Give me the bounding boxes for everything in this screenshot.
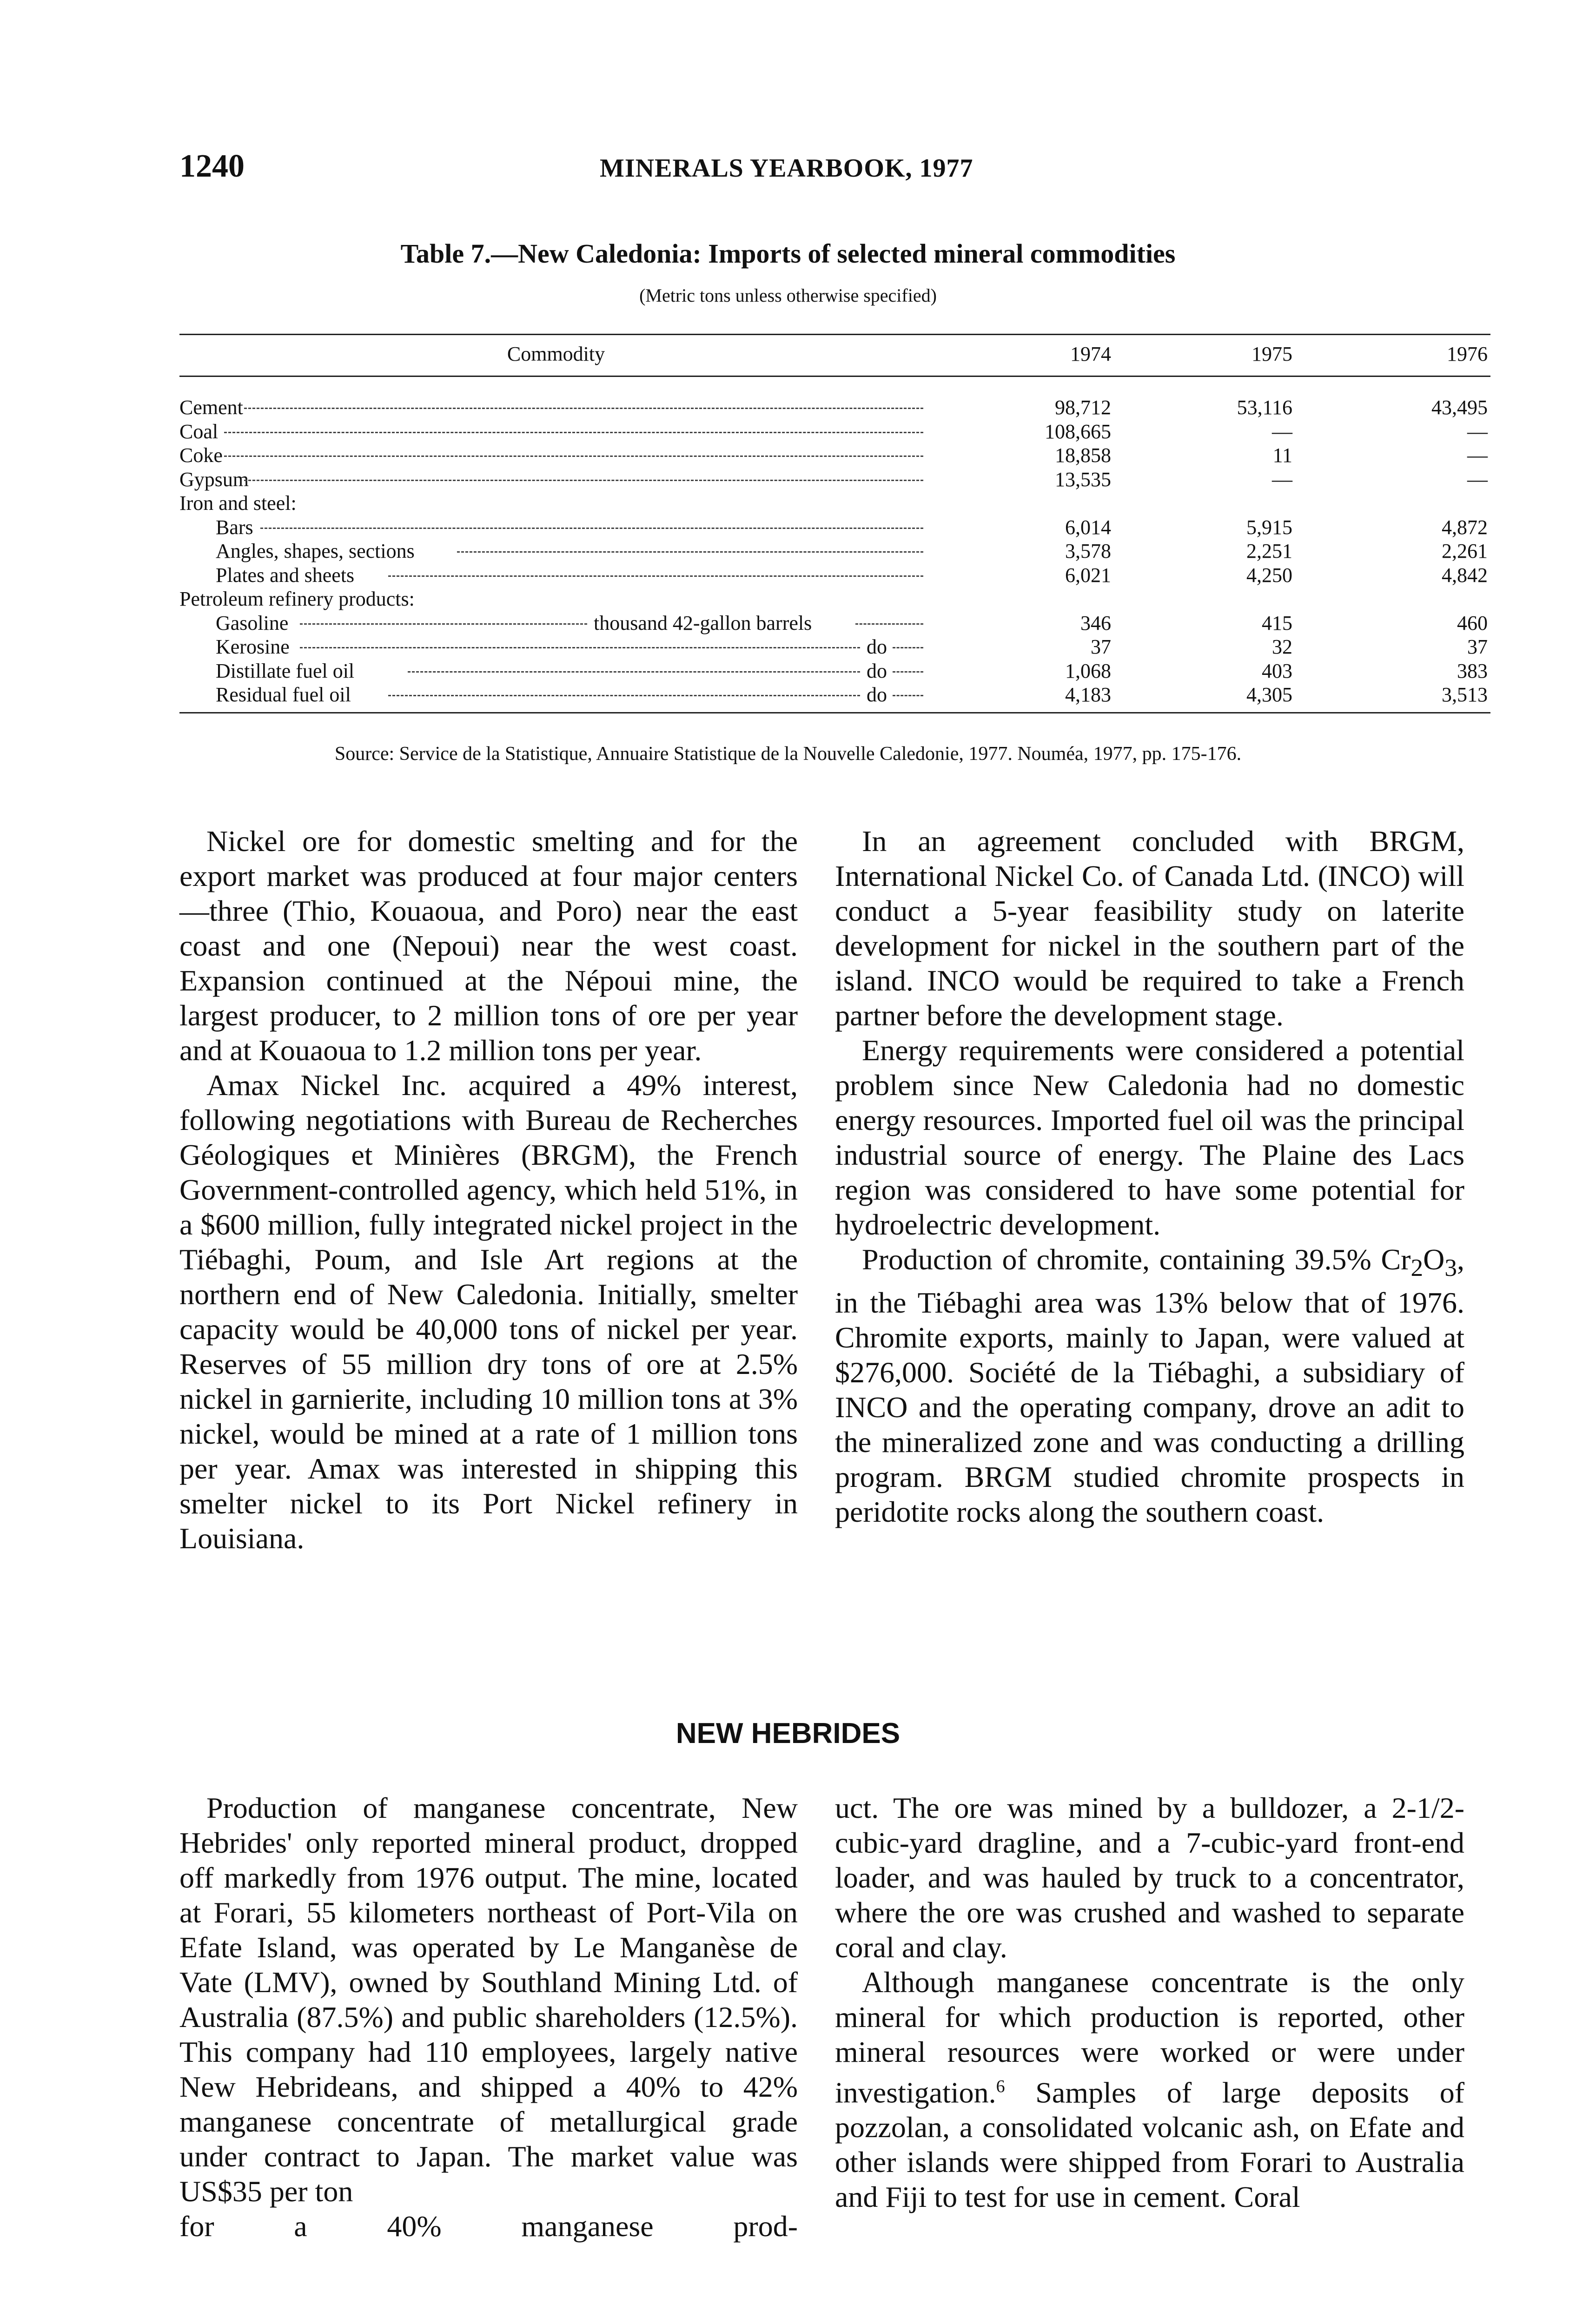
cell-1975: 32 bbox=[1272, 635, 1292, 658]
cell-1975: 4,250 bbox=[1246, 563, 1292, 587]
running-head: MINERALS YEARBOOK, 1977 bbox=[600, 154, 973, 183]
cell-1976: 460 bbox=[1457, 611, 1488, 634]
cell-1976: 3,513 bbox=[1442, 683, 1488, 706]
cell-1976: 43,495 bbox=[1431, 396, 1488, 419]
table-row bbox=[179, 564, 1490, 587]
cell-1974: 6,021 bbox=[1065, 563, 1111, 587]
cell-1975: 5,915 bbox=[1246, 515, 1292, 539]
row-label: Angles, shapes, sections bbox=[216, 540, 415, 562]
cell-1975: 53,116 bbox=[1237, 396, 1292, 419]
manganese-paragraph-last-line: for a 40% manganese prod- bbox=[179, 2210, 798, 2243]
leader-dashes bbox=[893, 695, 923, 696]
leader-dashes bbox=[244, 408, 923, 409]
footnote-reference: 6 bbox=[996, 2077, 1005, 2096]
table-bottom-rule bbox=[179, 712, 1490, 713]
leader-dashes bbox=[893, 647, 923, 648]
cell-1974: 98,712 bbox=[1055, 396, 1111, 419]
chromite-text-b: O bbox=[1423, 1243, 1445, 1276]
col-header-1974: 1974 bbox=[1070, 343, 1111, 365]
new-caledonia-left-column bbox=[179, 824, 798, 1556]
other-resources-paragraph bbox=[835, 1965, 1464, 2214]
cell-1975: — bbox=[1272, 420, 1292, 443]
nickel-ore-paragraph: Nickel ore for domestic smelting and for the export market was produced at four major centers—three (Thio, Kouaoua, and Poro) near the east coast and one (Nepoui) near the west coast. Expansion continued at the Népoui mine, the largest producer, to 2 million tons of ore per year and at Kouaoua to 1.2 million tons per year. bbox=[179, 825, 798, 1067]
col-header-commodity: Commodity bbox=[507, 343, 605, 365]
table-row bbox=[179, 468, 1490, 491]
chromite-text-a: Production of chromite, containing 39.5% Cr bbox=[862, 1243, 1411, 1276]
cell-1976: 4,872 bbox=[1442, 515, 1488, 539]
table-header-rule bbox=[179, 376, 1490, 377]
leader-dashes bbox=[224, 456, 923, 457]
table-row bbox=[179, 492, 1490, 515]
manganese-paragraph: Production of manganese concentrate, New Hebrides' only reported mineral product, dropped off markedly from 1976 output. The mine, located at Forari, 55 kilometers northeast of Port-Vila on Efate Island, was operated by Le Manganèse de Vate (LMV), owned by Southland Mining Ltd. of Australia (87.5%) and public shareholders (12.5%). This company had 110 employees, largely native New Hebrideans, and shipped a 40% to 42% manganese concentrate of metallurgical grade under contract to Japan. The market value was US$35 per ton bbox=[179, 1791, 798, 2208]
cell-1974: 13,535 bbox=[1055, 468, 1111, 491]
cell-1976: 383 bbox=[1457, 659, 1488, 682]
leader-dashes bbox=[224, 432, 923, 433]
cell-1974: 108,665 bbox=[1045, 420, 1111, 443]
table-row bbox=[179, 588, 1490, 611]
row-label: Petroleum refinery products: bbox=[179, 588, 415, 610]
cell-1975: 2,251 bbox=[1246, 540, 1292, 562]
cell-1975: 403 bbox=[1262, 659, 1292, 682]
leader-dashes bbox=[457, 551, 923, 553]
cell-1974: 37 bbox=[1091, 635, 1111, 658]
leader-dashes bbox=[300, 647, 860, 648]
cell-1975: 4,305 bbox=[1246, 683, 1292, 706]
section-heading-new-hebrides: NEW HEBRIDES bbox=[675, 1717, 901, 1750]
row-label: Bars bbox=[216, 515, 253, 539]
other-resources-text-a: Although manganese concentrate is the only mineral for which production is reported, other mineral resources were worked or were under investigation. bbox=[835, 1966, 1464, 2109]
other-resources-text-b: Samples of large deposits of pozzolan, a consolidated volcanic ash, on Efate and other islands were shipped from Forari to Australia and Fiji to test for use in cement. Coral bbox=[835, 2076, 1464, 2214]
leader-dashes bbox=[388, 695, 860, 696]
leader-dashes bbox=[388, 575, 923, 577]
leader-dashes bbox=[300, 623, 587, 625]
leader-dashes bbox=[893, 671, 923, 673]
leader-dashes bbox=[408, 671, 860, 673]
cell-1974: 3,578 bbox=[1065, 540, 1111, 562]
chromite-text-c: , in the Tiébaghi area was 13% below that of 1976. Chromite exports, mainly to Japan, were valued at $276,000. Société de la Tiébaghi, a subsidiary of INCO and the operating company, drove an adit to the mineralized zone and was conducting a drilling program. BRGM studied chromite prospects in peridotite rocks along the southern coast. bbox=[835, 1243, 1464, 1528]
row-unit: do bbox=[867, 635, 887, 658]
table-subtitle: (Metric tons unless otherwise specified) bbox=[639, 285, 937, 306]
row-label: Gypsum bbox=[179, 468, 249, 491]
cell-1975: 415 bbox=[1262, 611, 1292, 634]
new-hebrides-right-column bbox=[835, 1790, 1464, 2214]
chromite-sub-2: 2 bbox=[1410, 1253, 1424, 1281]
table-row bbox=[179, 396, 1490, 419]
row-label: Coal bbox=[179, 420, 219, 443]
cell-1976: — bbox=[1467, 444, 1488, 467]
page-number: 1240 bbox=[179, 148, 245, 184]
row-label: Plates and sheets bbox=[216, 563, 355, 587]
row-label: Coke bbox=[179, 444, 223, 467]
leader-dashes bbox=[260, 528, 923, 529]
row-label: Residual fuel oil bbox=[216, 683, 351, 706]
new-caledonia-right-column bbox=[835, 824, 1464, 1529]
row-label: Gasoline bbox=[216, 611, 289, 634]
row-unit: do bbox=[867, 659, 887, 682]
amax-paragraph: Amax Nickel Inc. acquired a 49% interest, following negotiations with Bureau de Recherches Géologiques et Minières (BRGM), the French Government-controlled agency, which held 51%, in a $600 million, fully integrated nickel project in the Tiébaghi, Poum, and Isle Art regions at the northern end of New Caledonia. Initially, smelter capacity would be 40,000 tons of nickel per year. Reserves of 55 million dry tons of ore at 2.5% nickel in garnierite, including 10 million tons at 3% nickel, would be mined at a rate of 1 million tons per year. Amax was interested in shipping this smelter nickel to its Port Nickel refinery in Louisiana. bbox=[179, 1069, 798, 1555]
cell-1976: 37 bbox=[1467, 635, 1488, 658]
energy-paragraph: Energy requirements were considered a potential problem since New Caledonia had no domestic energy resources. Imported fuel oil was the principal industrial source of energy. The Plaine des Lacs region was considered to have some potential for hydroelectric development. bbox=[835, 1034, 1464, 1241]
row-label: Iron and steel: bbox=[179, 492, 297, 515]
row-label: Kerosine bbox=[216, 635, 290, 658]
col-header-1975: 1975 bbox=[1252, 343, 1292, 365]
cell-1976: 4,842 bbox=[1442, 563, 1488, 587]
row-unit: thousand 42-gallon barrels bbox=[594, 611, 812, 634]
row-unit: do bbox=[867, 683, 887, 706]
chromite-sub-3: 3 bbox=[1444, 1253, 1457, 1281]
leader-dashes bbox=[855, 623, 923, 625]
table-row bbox=[179, 420, 1490, 443]
mining-equipment-text: uct. The ore was mined by a bulldozer, a 2-1/2-cubic-yard dragline, and a 7-cubic-yard front-end loader, and was hauled by truck to a concentrator, where the ore was crushed and washed to separate coral and clay. bbox=[835, 1791, 1464, 1964]
table-row bbox=[179, 660, 1490, 683]
table-row bbox=[179, 683, 1490, 706]
table-row bbox=[179, 612, 1490, 635]
cell-1974: 346 bbox=[1080, 611, 1111, 634]
cell-1976: — bbox=[1467, 468, 1488, 491]
table-row bbox=[179, 635, 1490, 659]
cell-1974: 1,068 bbox=[1065, 659, 1111, 682]
table-top-rule bbox=[179, 334, 1490, 335]
new-hebrides-left-column bbox=[179, 1790, 798, 2244]
table-source-note: Source: Service de la Statistique, Annuaire Statistique de la Nouvelle Caledonie, 1977. Nouméa, 1977, pp. 175-176. bbox=[334, 743, 1242, 765]
cell-1976: — bbox=[1467, 420, 1488, 443]
table-row bbox=[179, 444, 1490, 467]
cell-1976: 2,261 bbox=[1442, 540, 1488, 562]
cell-1974: 4,183 bbox=[1065, 683, 1111, 706]
row-label: Cement bbox=[179, 396, 243, 419]
cell-1975: — bbox=[1272, 468, 1292, 491]
chromite-paragraph bbox=[835, 1242, 1464, 1529]
cell-1974: 18,858 bbox=[1055, 444, 1111, 467]
table-row bbox=[179, 540, 1490, 563]
inco-agreement-paragraph: In an agreement concluded with BRGM, International Nickel Co. of Canada Ltd. (INCO) will conduct a 5-year feasibility study on laterite development for nickel in the southern part of the island. INCO would be required to take a French partner before the development stage. bbox=[835, 825, 1464, 1032]
col-header-1976: 1976 bbox=[1447, 343, 1488, 365]
table-row bbox=[179, 516, 1490, 539]
cell-1975: 11 bbox=[1272, 444, 1292, 467]
cell-1974: 6,014 bbox=[1065, 515, 1111, 539]
leader-dashes bbox=[244, 480, 923, 481]
row-label: Distillate fuel oil bbox=[216, 659, 355, 682]
table-title: Table 7.—New Caledonia: Imports of selected mineral commodities bbox=[400, 238, 1176, 269]
